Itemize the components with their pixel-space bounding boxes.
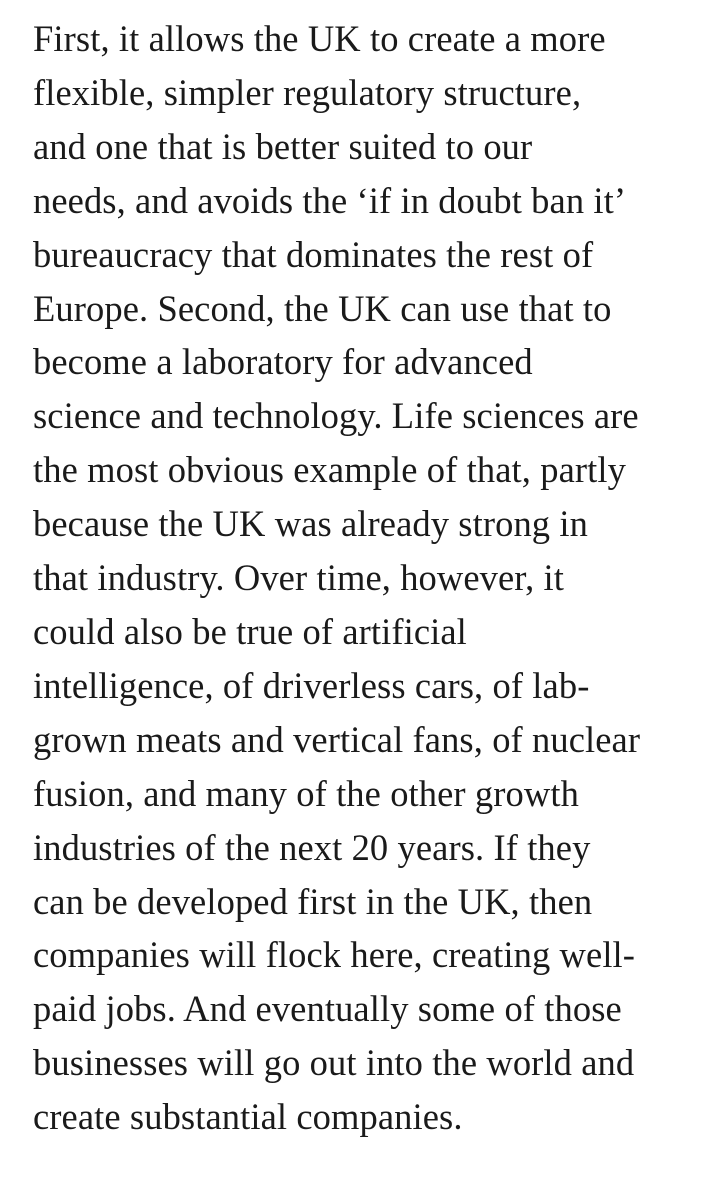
text-line: the most obvious example of that, partly [33, 449, 626, 491]
article-paragraph [33, 12, 703, 1144]
text-line: businesses will go out into the world and [33, 1042, 635, 1084]
text-line: could also be true of artificial [33, 610, 467, 652]
text-line: companies will flock here, creating well- [33, 934, 636, 976]
text-line: Europe. Second, the UK can use that to [33, 287, 612, 329]
text-line: paid jobs. And eventually some of those [33, 988, 622, 1030]
text-line: flexible, simpler regulatory structure, [33, 71, 582, 113]
text-line: science and technology. Life sciences are [33, 395, 639, 437]
text-line: First, it allows the UK to create a more [33, 18, 606, 59]
text-line: because the UK was already strong in [33, 503, 588, 545]
text-line: industries of the next 20 years. If they [33, 826, 591, 868]
text-line: grown meats and vertical fans, of nuclear [33, 718, 641, 760]
text-line: fusion, and many of the other growth [33, 772, 579, 814]
text-line: needs, and avoids the ‘if in doubt ban it’ [33, 179, 627, 221]
text-line: that industry. Over time, however, it [33, 557, 565, 599]
text-line: create substantial companies. [33, 1096, 463, 1138]
text-line: intelligence, of driverless cars, of lab- [33, 664, 590, 706]
text-line: and one that is better suited to our [33, 125, 533, 167]
text-line: can be developed first in the UK, then [33, 880, 593, 922]
text-line: become a laboratory for advanced [33, 341, 533, 383]
text-line: bureaucracy that dominates the rest of [33, 233, 594, 275]
